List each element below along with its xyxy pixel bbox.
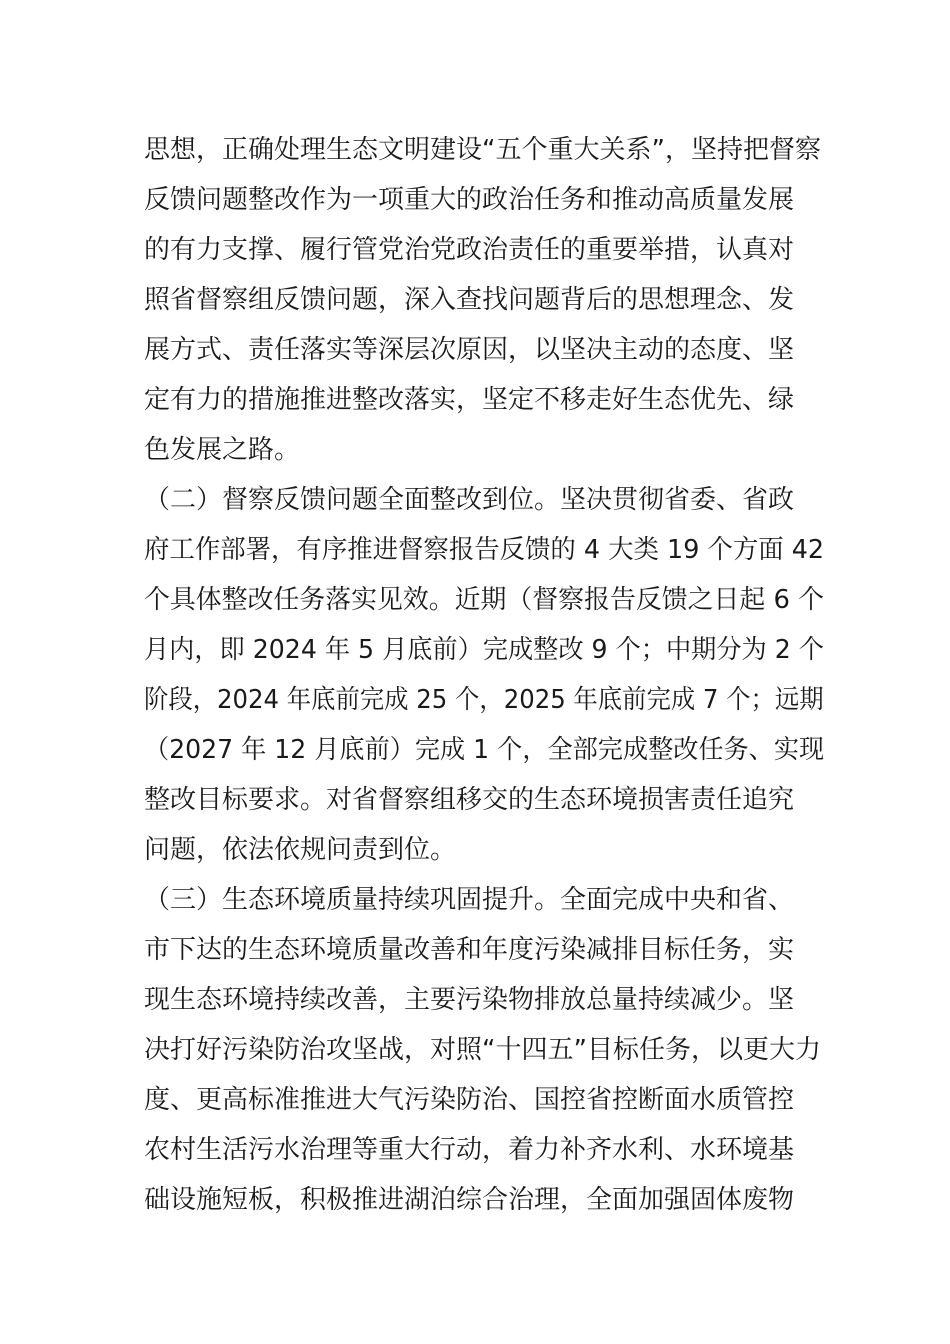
text-line: 色发展之路。 [144,435,301,465]
text-line: 反馈问题整改作为一项重大的政治任务和推动高质量发展 [144,185,795,215]
body-text [144,125,824,1225]
text-line: 整改目标要求。对省督察组移交的生态环境损害责任追究 [144,785,795,815]
text-line: （2027 年 12 月底前）完成 1 个，全部完成整改任务、实现 [144,735,825,765]
text-line: 个具体整改任务落实见效。近期（督察报告反馈之日起 6 个 [144,585,825,615]
text-line: 现生态环境持续改善，主要污染物排放总量持续减少。坚 [144,985,795,1015]
text-line: 问题，依法依规问责到位。 [144,835,457,865]
text-line: 展方式、责任落实等深层次原因，以坚决主动的态度、坚 [144,335,795,365]
text-line: 照省督察组反馈问题，深入查找问题背后的思想理念、发 [144,285,795,315]
text-line: 决打好污染防治攻坚战，对照“十四五”目标任务，以更大力 [144,1035,821,1065]
text-line: 度、更高标准推进大气污染防治、国控省控断面水质管控 [144,1085,795,1115]
text-line: 月内，即 2024 年 5 月底前）完成整改 9 个；中期分为 2 个 [144,635,824,665]
text-line: 定有力的措施推进整改落实，坚定不移走好生态优先、绿 [144,385,795,415]
text-line: 农村生活污水治理等重大行动，着力补齐水利、水环境基 [144,1135,795,1165]
section-heading-line: （三）生态环境质量持续巩固提升。全面完成中央和省、 [144,885,795,915]
text-line: 思想，正确处理生态文明建设“五个重大关系”，坚持把督察 [144,135,821,165]
text-line: 阶段，2024 年底前完成 25 个，2025 年底前完成 7 个；远期 [144,685,824,715]
text-line: 础设施短板，积极推进湖泊综合治理，全面加强固体废物 [144,1185,795,1215]
text-line: 的有力支撑、履行管党治党政治责任的重要举措，认真对 [144,235,795,265]
section-heading-line: （二）督察反馈问题全面整改到位。坚决贯彻省委、省政 [144,485,795,515]
text-line: 市下达的生态环境质量改善和年度污染减排目标任务，实 [144,935,795,965]
text-line: 府工作部署，有序推进督察报告反馈的 4 大类 19 个方面 42 [144,535,825,565]
